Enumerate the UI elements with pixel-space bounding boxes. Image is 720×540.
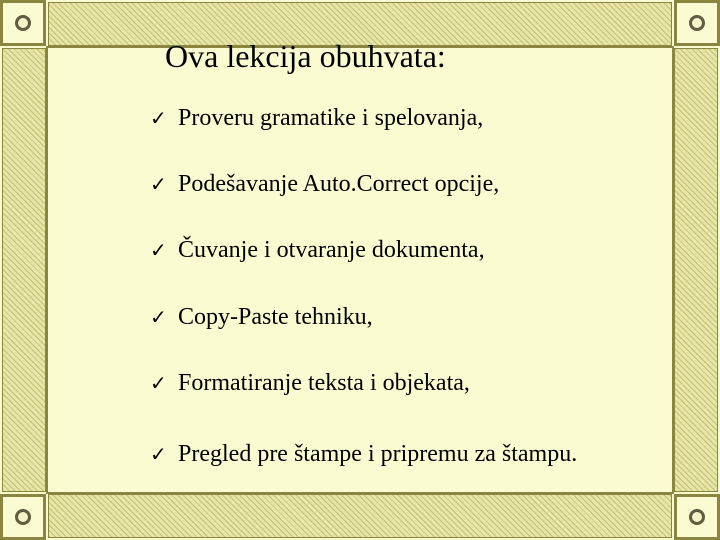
corner-top-right bbox=[674, 0, 720, 46]
list-item-label: Copy-Paste tehniku, bbox=[178, 303, 373, 330]
checkmark-icon: ✓ bbox=[150, 371, 167, 395]
checkmark-icon: ✓ bbox=[150, 238, 167, 262]
list-item bbox=[150, 98, 483, 138]
corner-ring-icon bbox=[689, 509, 705, 525]
list-item-label: Podešavanje Auto.Correct opcije, bbox=[178, 170, 500, 197]
slide-title: Ova lekcija obuhvata: bbox=[165, 38, 446, 74]
list-item-label: Formatiranje teksta i objekata, bbox=[178, 369, 470, 396]
list-item bbox=[150, 297, 373, 337]
frame-right-bar bbox=[674, 48, 718, 492]
corner-ring-icon bbox=[15, 15, 31, 31]
corner-bottom-right bbox=[674, 494, 720, 540]
list-item-label: Proveru gramatike i spelovanja, bbox=[178, 104, 484, 131]
corner-ring-icon bbox=[15, 509, 31, 525]
checkmark-icon: ✓ bbox=[150, 442, 167, 466]
checkmark-icon: ✓ bbox=[150, 106, 167, 130]
list-item bbox=[150, 230, 485, 270]
frame-left-bar bbox=[2, 48, 46, 492]
list-item bbox=[150, 434, 577, 474]
corner-bottom-left bbox=[0, 494, 46, 540]
list-item bbox=[150, 164, 499, 204]
frame-bottom-bar bbox=[48, 494, 672, 538]
list-item-label: Čuvanje i otvaranje dokumenta, bbox=[178, 236, 485, 263]
list-item-label: Pregled pre štampe i pripremu za štampu. bbox=[178, 440, 578, 467]
checkmark-icon: ✓ bbox=[150, 172, 167, 196]
corner-top-left bbox=[0, 0, 46, 46]
list-item bbox=[150, 363, 470, 403]
corner-ring-icon bbox=[689, 15, 705, 31]
checkmark-icon: ✓ bbox=[150, 305, 167, 329]
